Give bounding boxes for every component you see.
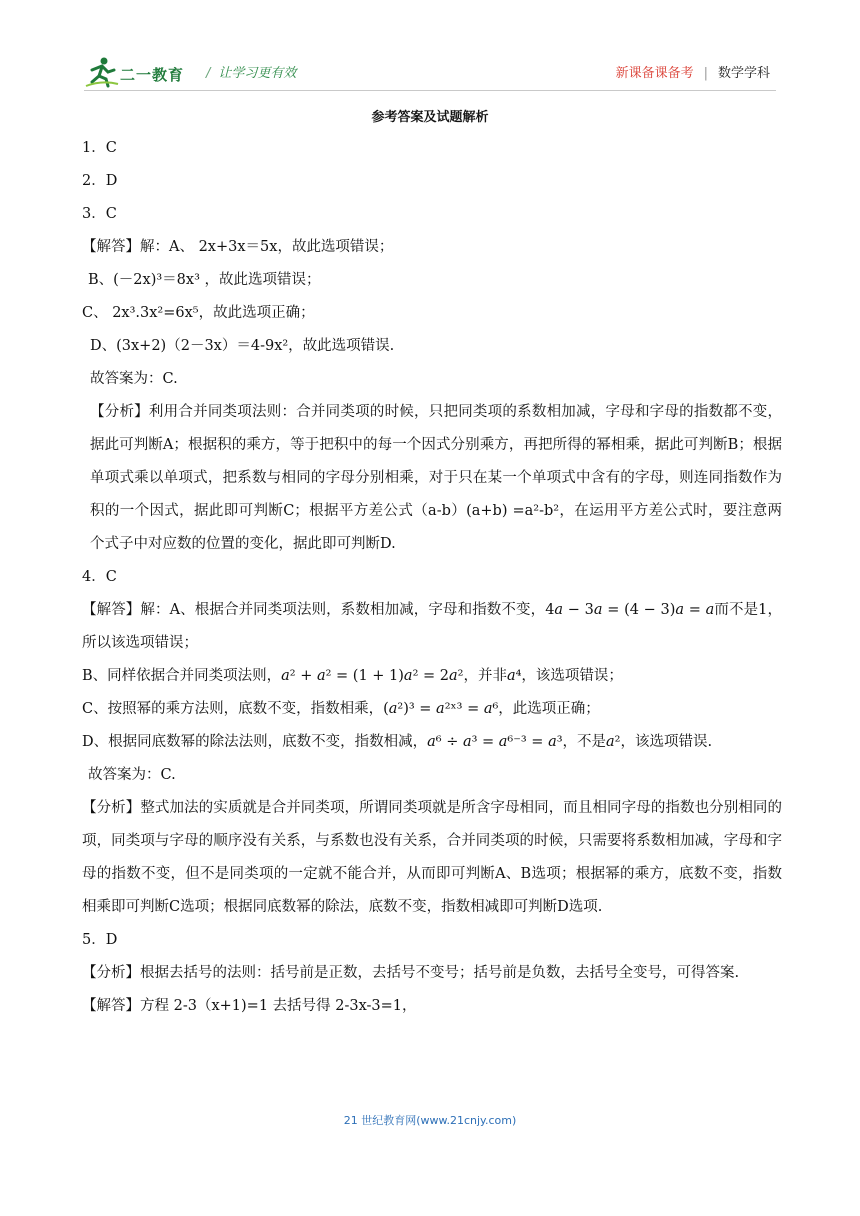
slogan: / 让学习更有效 — [206, 66, 297, 81]
logo-text: 二一教育 — [120, 66, 185, 84]
runner-logo-icon — [84, 56, 120, 88]
page-footer: 21 世纪教育网(www.21cnjy.com) — [343, 1114, 517, 1127]
answer-line: 4．C — [82, 569, 117, 585]
solution-line: 【解答】解：A、 2x+3x＝5x，故此选项错误； — [82, 239, 394, 255]
page-header — [84, 52, 776, 92]
answer-statement: 故答案为：C. — [90, 371, 178, 387]
solution-line: 【解答】方程 2-3（x+1)=1 去括号得 2-3x-3=1， — [82, 998, 417, 1014]
header-subject: 数学学科 — [717, 66, 770, 81]
answer-statement: 故答案为：C. — [88, 767, 176, 783]
solution-line: C、 2x³.3x²=6x⁵，故此选项正确； — [82, 305, 315, 321]
solution-line: D、根据同底数幂的除法法则，底数不变，指数相减，𝑎⁶ ÷ 𝑎³ = 𝑎⁶⁻³ = 𝑎³，不是𝑎²，该选项错误. — [82, 734, 713, 750]
slogan-text: 让学习更有效 — [218, 66, 297, 81]
answer-line: 3．C — [82, 206, 117, 222]
answer-line: 5．D — [82, 932, 118, 948]
answer-line: 2．D — [82, 173, 118, 189]
solution-line: B、(－2x)³＝8x³ ，故此选项错误； — [88, 272, 321, 288]
page-title: 参考答案及试题解析 — [371, 110, 489, 125]
logo — [84, 56, 194, 88]
solution-line: B、同样依据合并同类项法则，𝑎² + 𝑎² = (1 + 1)𝑎² = 2𝑎²，并非𝑎⁴，该选项错误； — [82, 668, 623, 684]
header-rule — [84, 90, 776, 91]
analysis-paragraph: 【分析】利用合并同类项法则：合并同类项的时候，只把同类项的系数相加减，字母和字母的指数都不变，据此可判断A；根据积的乘方，等于把积中的每一个因式分别乘方，再把所得的幂相乘，据此可判断B；根据单项式乘以单项式，把系数与相同的字母分别相乘，对于只在某一个单项式中含有的字母，则连同指数作为积的一个因式，据此即可判断C；根据平方差公式（a-b）(a+b) =a²-b²，在运用平方差公式时，要注意两个式子中对应数的位置的变化，据此即可判断D. — [90, 404, 782, 552]
header-right — [616, 62, 770, 81]
answer-content — [82, 132, 782, 1023]
header-tagline: 新课备课备考 — [615, 66, 694, 81]
solution-line: C、按照幂的乘方法则，底数不变，指数相乘，(𝑎²)³ = 𝑎²ˣ³ = 𝑎⁶，此选项正确； — [82, 701, 600, 717]
answer-line: 1．C — [82, 140, 117, 156]
header-separator: | — [703, 66, 708, 81]
analysis-paragraph: 【分析】整式加法的实质就是合并同类项，所谓同类项就是所含字母相同，而且相同字母的指数也分别相同的项，同类项与字母的顺序没有关系，与系数也没有关系，合并同类项的时候，只需要将系数相加减，字母和字母的指数不变，但不是同类项的一定就不能合并，从而即可判断A、B选项；根据幂的乘方，底数不变，指数相乘即可判断C选项；根据同底数幂的除法，底数不变，指数相减即可判断D选项. — [82, 800, 782, 915]
solution-line: 【解答】解：A、根据合并同类项法则，系数相加减，字母和指数不变，4𝑎 − 3𝑎 = (4 − 3)𝑎 = 𝑎而不是1，所以该选项错误； — [82, 602, 782, 651]
solution-line: D、(3x+2)（2－3x）＝4-9x²，故此选项错误. — [90, 338, 395, 354]
analysis-paragraph: 【分析】根据去括号的法则：括号前是正数，去括号不变号；括号前是负数，去括号全变号，可得答案. — [82, 965, 740, 981]
